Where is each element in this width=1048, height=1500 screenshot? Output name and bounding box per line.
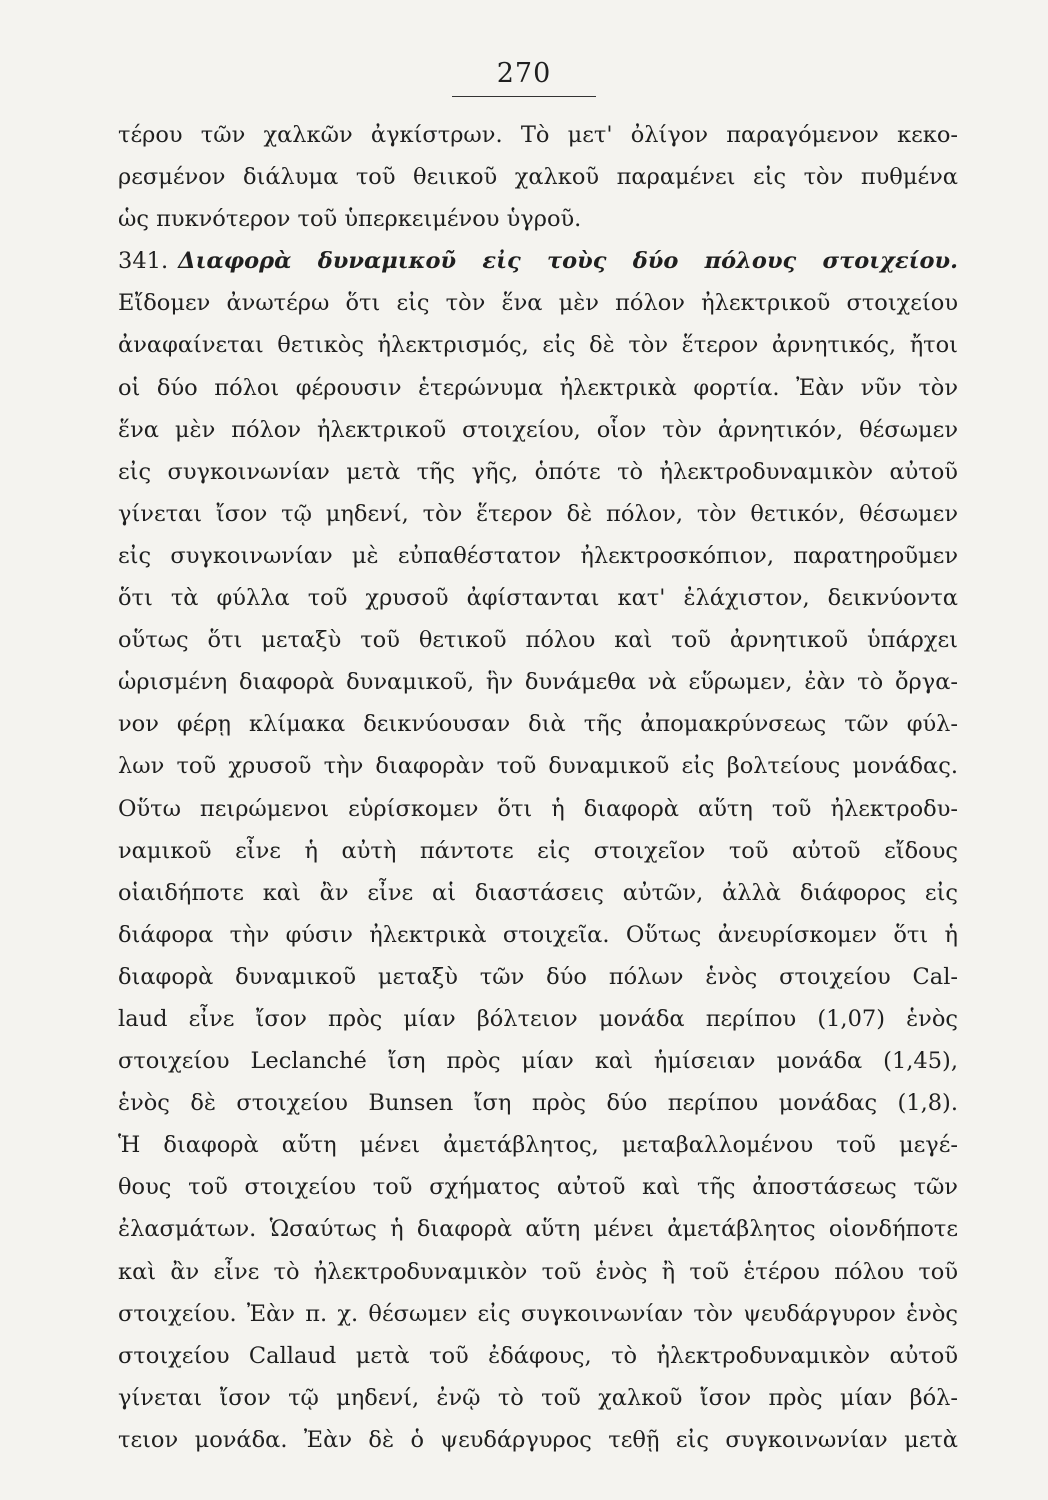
section-heading xyxy=(118,240,958,282)
text-line: ἐλασμάτων. Ὡσαύτως ἡ διαφορὰ αὕτη μένει ἀμετάβλητος οἱονδήποτε xyxy=(118,1216,958,1243)
text-line: laud εἶνε ἴσον πρὸς μίαν βόλτειον μονάδα περίπου (1,07) ἑνὸς xyxy=(118,1005,958,1032)
text-line: εἰς συγκοινωνίαν μὲ εὐπαθέστατον ἠλεκτροσκόπιον, παρατηροῦμεν xyxy=(118,542,958,569)
text-line: οὕτως ὅτι μεταξὺ τοῦ θετικοῦ πόλου καὶ τοῦ ἀρνητικοῦ ὑπάρχει xyxy=(118,627,958,654)
text-line: γίνεται ἴσον τῷ μηδενί, τὸν ἕτερον δὲ πόλον, τὸν θετικόν, θέσωμεν xyxy=(118,500,958,527)
text-line: γίνεται ἴσον τῷ μηδενί, ἐνῷ τὸ τοῦ χαλκοῦ ἴσον πρὸς μίαν βόλ- xyxy=(118,1384,958,1411)
page-number-rule xyxy=(452,96,596,97)
text-line: οἱαιδήποτε καὶ ἂν εἶνε αἱ διαστάσεις αὐτῶν, ἀλλὰ διάφορος εἰς xyxy=(118,879,958,906)
text-line: καὶ ἂν εἶνε τὸ ἠλεκτροδυναμικὸν τοῦ ἑνὸς ἢ τοῦ ἑτέρου πόλου τοῦ xyxy=(118,1258,958,1285)
text-line: εἰς συγκοινωνίαν μετὰ τῆς γῆς, ὁπότε τὸ ἠλεκτροδυναμικὸν αὐτοῦ xyxy=(118,458,958,485)
text-line: θους τοῦ στοιχείου τοῦ σχήματος αὐτοῦ καὶ τῆς ἀποστάσεως τῶν xyxy=(118,1174,958,1201)
section-title: Διαφορὰ δυναμικοῦ εἰς τοὺς δύο πόλους στοιχείου. xyxy=(178,248,958,275)
text-line: ἀναφαίνεται θετικὸς ἠλεκτρισμός, εἰς δὲ τὸν ἕτερον ἀρνητικός, ἤτοι xyxy=(118,332,958,359)
text-line: διαφορὰ δυναμικοῦ μεταξὺ τῶν δύο πόλων ἑνὸς στοιχείου Cal- xyxy=(118,963,958,990)
text-line: τειον μονάδα. Ἐὰν δὲ ὁ ψευδάργυρος τεθῇ εἰς συγκοινωνίαν μετὰ xyxy=(118,1426,958,1453)
text-line: στοιχείου. Ἐὰν π. χ. θέσωμεν εἰς συγκοινωνίαν τὸν ψευδάργυρον ἑνὸς xyxy=(118,1300,958,1327)
text-line: τέρου τῶν χαλκῶν ἀγκίστρων. Τὸ μετ' ὀλίγον παραγόμενον κεκο- xyxy=(118,122,958,148)
text-line: Οὕτω πειρώμενοι εὑρίσκομεν ὅτι ἡ διαφορὰ αὕτη τοῦ ἠλεκτροδυ- xyxy=(118,795,958,822)
text-line: ἑνὸς δὲ στοιχείου Bunsen ἴση πρὸς δύο περίπου μονάδας (1,8). xyxy=(118,1090,958,1117)
text-line: διάφορα τὴν φύσιν ἠλεκτρικὰ στοιχεῖα. Οὕτως ἀνευρίσκομεν ὅτι ἡ xyxy=(118,921,958,948)
body-text xyxy=(118,114,958,1461)
text-line: λων τοῦ χρυσοῦ τὴν διαφορὰν τοῦ δυναμικοῦ εἰς βολτείους μονάδας. xyxy=(118,753,958,780)
text-line: ρεσμένον διάλυμα τοῦ θειικοῦ χαλκοῦ παραμένει εἰς τὸν πυθμένα xyxy=(118,164,958,191)
text-line: ἕνα μὲν πόλον ἠλεκτρικοῦ στοιχείου, οἷον τὸν ἀρνητικόν, θέσωμεν xyxy=(118,416,958,443)
text-line: Ἡ διαφορὰ αὕτη μένει ἀμετάβλητος, μεταβαλλομένου τοῦ μεγέ- xyxy=(118,1132,958,1159)
text-line: ὡς πυκνότερον τοῦ ὑπερκειμένου ὑγροῦ. xyxy=(118,206,582,233)
text-line: ὡρισμένη διαφορὰ δυναμικοῦ, ἣν δυνάμεθα νὰ εὕρωμεν, ἐὰν τὸ ὄργα- xyxy=(118,669,958,696)
text-line: ὅτι τὰ φύλλα τοῦ χρυσοῦ ἀφίστανται κατ' ἐλάχιστον, δεικνύοντα xyxy=(118,585,958,612)
text-line: νον φέρῃ κλίμακα δεικνύουσαν διὰ τῆς ἀπομακρύνσεως τῶν φύλ- xyxy=(118,711,958,738)
page-number: 270 xyxy=(496,58,552,89)
section-number: 341. xyxy=(118,248,169,275)
text-line: στοιχείου Callaud μετὰ τοῦ ἐδάφους, τὸ ἠλεκτροδυναμικὸν αὐτοῦ xyxy=(118,1342,958,1369)
text-line: ναμικοῦ εἶνε ἡ αὐτὴ πάντοτε εἰς στοιχεῖον τοῦ αὐτοῦ εἴδους xyxy=(118,837,958,864)
text-line: Εἴδομεν ἀνωτέρω ὅτι εἰς τὸν ἕνα μὲν πόλον ἠλεκτρικοῦ στοιχείου xyxy=(118,290,958,317)
text-line: στοιχείου Leclanché ἴση πρὸς μίαν καὶ ἡμίσειαν μονάδα (1,45), xyxy=(118,1048,958,1075)
text-line: οἱ δύο πόλοι φέρουσιν ἑτερώνυμα ἠλεκτρικὰ φορτία. Ἐὰν νῦν τὸν xyxy=(118,374,958,401)
